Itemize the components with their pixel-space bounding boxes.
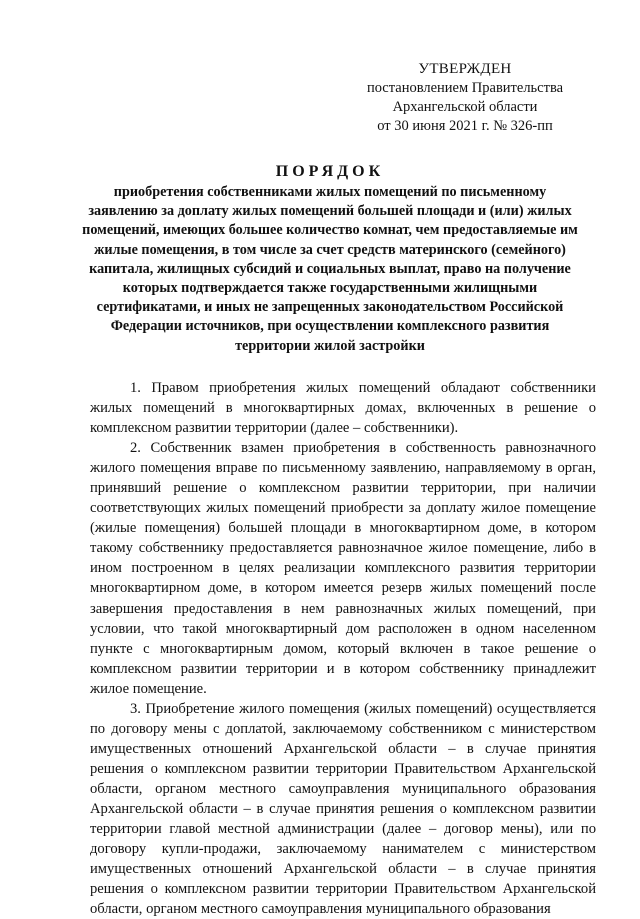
approval-line-1: постановлением Правительства <box>366 80 564 96</box>
approval-block <box>340 60 590 136</box>
approval-title: УТВЕРЖДЕН <box>418 61 512 77</box>
paragraph-1: 1. Правом приобретения жилых помещений обладают собственники жилых помещений в многоквартирных домах, включенных в решение о комплексном развитии территории (далее – собственники). <box>90 380 596 437</box>
paragraph-3: 3. Приобретение жилого помещения (жилых помещений) осуществляется по договору мены с доплатой, заключаемому собственником с министерством имущественных отношений Архангельской области – в случае принятия решения о комплексном развитии территории Правительством Архангельской области, органом местного самоуправления муниципального образования Архангельской области – в случае принятия решения о комплексном развитии территории главой местной администрации (далее – договор мены), или по договору купли-продажи, заключаемому нанимателем с министерством имущественных отношений Архангельской области – в случае принятия решения о комплексном развитии территории Правительством Архангельской области, органом местного самоуправления муниципального образования <box>90 700 596 918</box>
document-title-block <box>80 162 580 356</box>
approval-date-number: от 30 июня 2021 г. № 326-пп <box>377 118 553 134</box>
document-body <box>90 378 596 919</box>
document-subtitle: приобретения собственниками жилых помещений по письменному заявлению за доплату жилых помещений большей площади и (или) жилых помещений, имеющих большее количество комнат, чем предоставляемые им жилые помещения, в том числе за счет средств материнского (семейного) капитала, жилищных субсидий и социальных выплат, право на получение которых подтверждается также государственными жилищными сертификатами, и иных не запрещенных законодательством Российской Федерации источников, при осуществлении комплексного развития территории жилой застройки <box>82 184 578 354</box>
approval-line-2: Архангельской области <box>392 99 538 115</box>
document-heading: ПОРЯДОК <box>275 163 385 180</box>
paragraph-2: 2. Собственник взамен приобретения в собственность равнозначного жилого помещения вправе по письменному заявлению, направляемому в орган, принявший решение о комплексном развитии территории, при наличии соответствующих жилых помещений приобрести за доплату жилое помещение (жилые помещения) большей площади в многоквартирном доме, в котором такому собственнику предоставляется равнозначное жилое помещение, либо в ином построенном в целях реализации комплексного развития территории многоквартирном доме, в котором имеется резерв жилых помещений после завершения предоставления в нем равнозначных жилых помещений, при условии, что такой многоквартирный дом расположен в одном населенном пункте с многоквартирным домом, который включен в такое решение о комплексном развитии территории и в котором собственнику принадлежит жилое помещение. <box>90 440 596 697</box>
